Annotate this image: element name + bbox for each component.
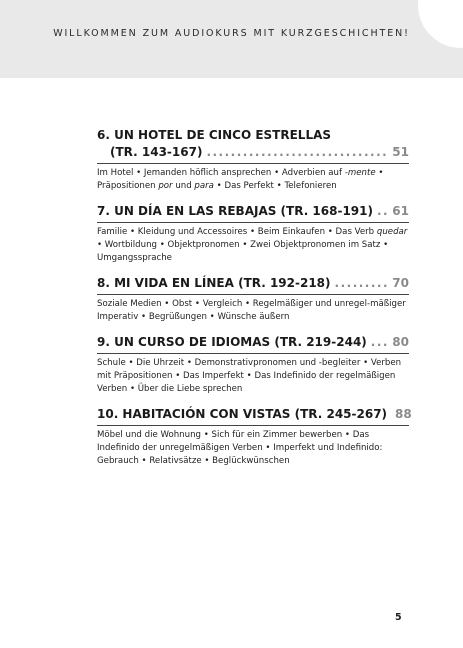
- page-header-band: [0, 0, 463, 78]
- toc-section-8: [97, 275, 409, 324]
- toc-title-text: 8. MI VIDA EN LÍNEA (TR. 192-218): [97, 276, 331, 290]
- toc-section-10: [97, 406, 412, 468]
- toc-section-9: [97, 334, 409, 396]
- toc-section-title: [97, 406, 412, 423]
- toc-page-number: 70: [392, 276, 409, 290]
- dot-leader: [377, 203, 388, 220]
- dot-leader: [335, 275, 389, 292]
- toc-page-number: 88: [395, 407, 412, 421]
- toc-track-range: (TR. 143-167): [110, 145, 203, 159]
- toc-title-text: 7. UN DÍA EN LAS REBAJAS (TR. 168-191): [97, 204, 373, 218]
- topic-italic: para: [194, 181, 214, 191]
- section-divider: [97, 222, 409, 223]
- section-divider: [97, 425, 409, 426]
- toc-title-text: 10. HABITACIÓN CON VISTAS (TR. 245-267): [97, 407, 388, 421]
- topic-text: und: [172, 181, 195, 191]
- toc-section-7: [97, 203, 409, 265]
- topic-italic: por: [158, 181, 173, 191]
- section-divider: [97, 294, 409, 295]
- toc-section-title: [97, 275, 409, 292]
- topic-text: • Präpositionen: [97, 168, 384, 191]
- topic-text: Schule • Die Uhrzeit • Demonstrativpronomen und -begleiter • Verben mit Präpositionen • Das Imperfekt • Das Indefinido der regelmäßigen Verben • Über die Liebe sprechen: [97, 358, 402, 394]
- topic-text: Im Hotel • Jemanden höflich ansprechen • Adverbien auf: [97, 168, 345, 178]
- toc-section-title: [97, 127, 409, 144]
- toc-page-number: 61: [392, 204, 409, 218]
- topic-text: • Wortbildung • Objektpronomen • Zwei Objektpronomen im Satz • Umgangssprache: [97, 240, 389, 263]
- page-header-title: WILLKOMMEN ZUM AUDIOKURS MIT KURZGESCHICHTEN!: [53, 28, 410, 39]
- toc-page-number: 51: [392, 145, 409, 159]
- topic-text: Familie • Kleidung und Accessoires • Beim Einkaufen • Das Verb: [97, 227, 377, 237]
- toc-topics: [97, 298, 409, 324]
- page-number: 5: [395, 612, 402, 623]
- toc-topics: [97, 429, 409, 468]
- dot-leader: [371, 334, 389, 351]
- toc-title-text: 6. UN HOTEL DE CINCO ESTRELLAS: [97, 128, 332, 142]
- topic-text: • Das Perfekt • Telefonieren: [213, 181, 337, 191]
- toc-title-text: 9. UN CURSO DE IDIOMAS (TR. 219-244): [97, 335, 367, 349]
- toc-section-title-line2: [97, 144, 409, 161]
- topic-text: Soziale Medien • Obst • Vergleich • Regelmäßiger und unregel-mäßiger Imperativ • Begrüßungen • Wünsche äußern: [97, 299, 406, 322]
- topic-italic: quedar: [376, 227, 408, 237]
- toc-page-number: 80: [392, 335, 409, 349]
- decorative-circle: [418, 0, 463, 48]
- topic-italic: -mente: [344, 168, 376, 178]
- toc-section-6: [97, 127, 409, 193]
- section-divider: [97, 353, 409, 354]
- toc-topics: [97, 357, 409, 396]
- table-of-contents: [97, 127, 412, 478]
- toc-section-title: [97, 203, 409, 220]
- toc-topics: [97, 226, 409, 265]
- toc-topics: [97, 167, 409, 193]
- dot-leader: [206, 144, 388, 161]
- toc-section-title: [97, 334, 409, 351]
- section-divider: [97, 163, 409, 164]
- topic-text: Möbel und die Wohnung • Sich für ein Zimmer bewerben • Das Indefinido der unregelmäßigen Verben • Imperfekt und Indefinido: Gebrauch • Relativsätze • Beglückwünschen: [97, 430, 383, 466]
